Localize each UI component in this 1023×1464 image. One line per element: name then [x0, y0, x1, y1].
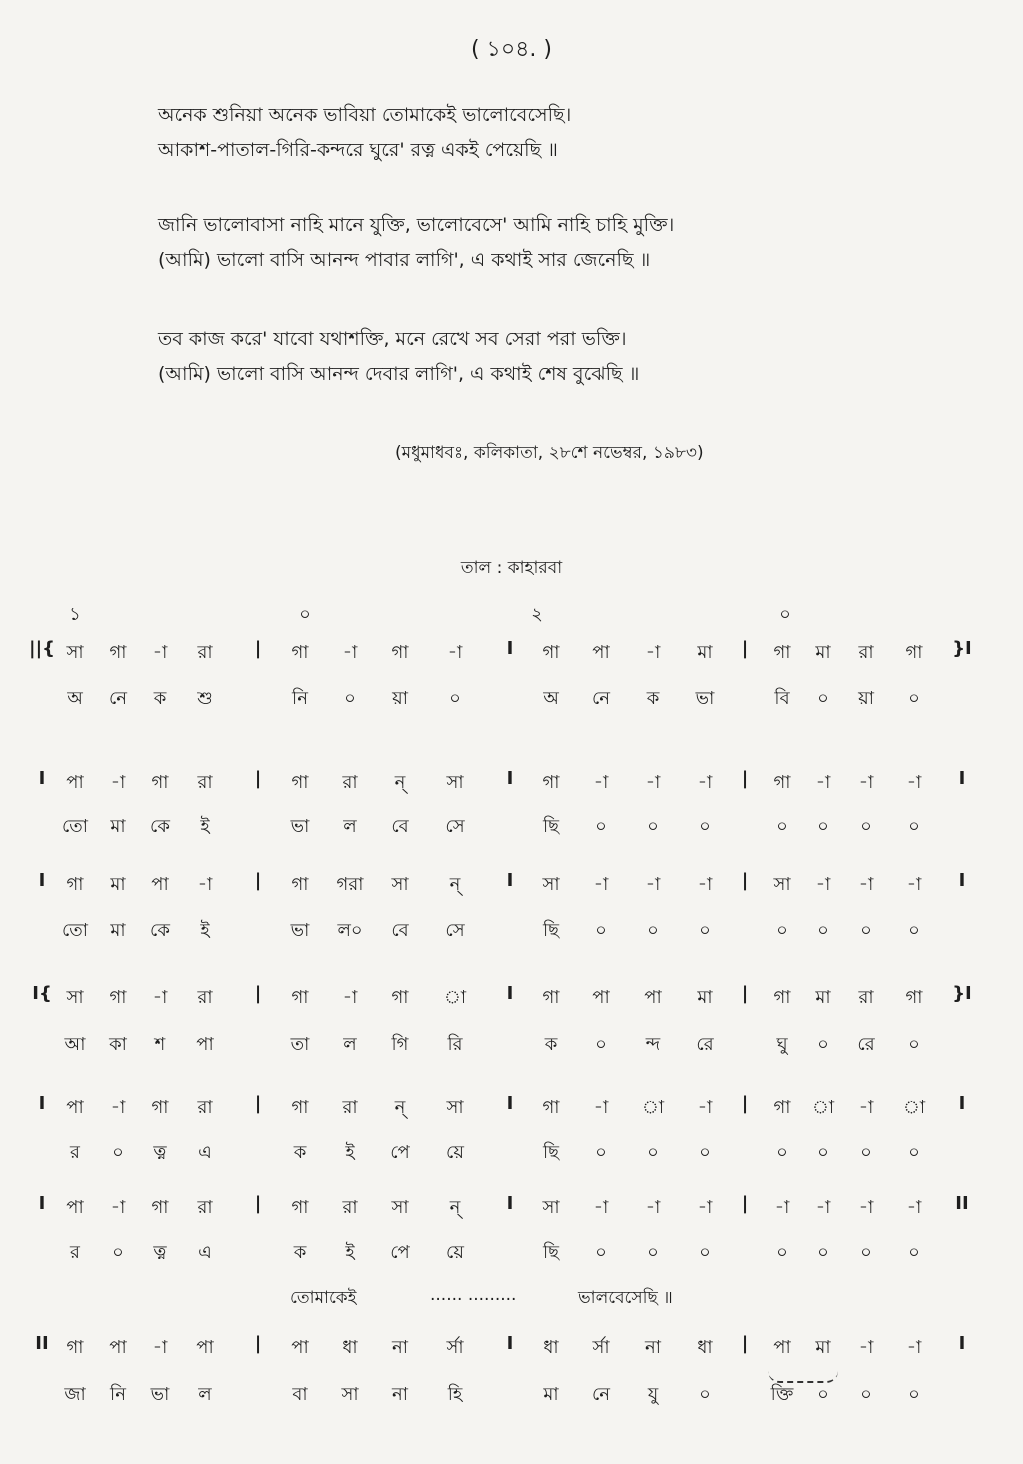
- note: গা: [905, 642, 923, 663]
- note: মা: [110, 874, 126, 895]
- note: -া: [815, 874, 831, 895]
- note: -া: [593, 772, 609, 793]
- bar-line: |: [741, 768, 749, 789]
- note: রা: [197, 642, 213, 663]
- syllable: ০: [595, 1242, 607, 1263]
- note: পা: [66, 1197, 84, 1218]
- lyric-row: [0, 684, 1023, 724]
- syllable: ই: [345, 1142, 355, 1163]
- syllable: ল: [198, 1384, 212, 1405]
- syllable: ০: [595, 1142, 607, 1163]
- bar-line: |: [254, 638, 262, 659]
- bar-line: I: [958, 1093, 966, 1114]
- note: ধা: [543, 1337, 559, 1358]
- syllable: বে: [391, 920, 409, 941]
- syllable: ০: [699, 1142, 711, 1163]
- note: -া: [858, 772, 874, 793]
- note: -া: [645, 772, 661, 793]
- note: -া: [906, 1337, 922, 1358]
- note: গা: [66, 874, 84, 895]
- syllable: যু: [647, 1384, 659, 1405]
- bar-line: |: [741, 983, 749, 1004]
- note: -া: [197, 874, 213, 895]
- note: গা: [151, 1197, 169, 1218]
- syllable: ০: [860, 1142, 872, 1163]
- bar-line: I: [958, 870, 966, 891]
- syllable: ভা: [290, 816, 310, 837]
- lyric-row: [0, 1030, 1023, 1070]
- syllable: সে: [445, 920, 465, 941]
- taal-label: তাল : কাহারবা: [460, 558, 563, 578]
- bar-line: II: [955, 1193, 969, 1214]
- syllable: ল০: [337, 920, 363, 941]
- syllable: ০: [908, 1142, 920, 1163]
- syllable: ০: [817, 920, 829, 941]
- syllable: ঘু: [776, 1034, 788, 1055]
- syllable: তো: [61, 816, 89, 837]
- syllable: কে: [150, 920, 170, 941]
- slur-mark: [768, 1371, 838, 1383]
- beat-marker: ০: [299, 604, 311, 625]
- note: সা: [66, 987, 84, 1008]
- note: পা: [151, 874, 169, 895]
- note: -া: [697, 1197, 713, 1218]
- note: -া: [906, 874, 922, 895]
- note: গা: [391, 987, 409, 1008]
- lyric-row: [0, 1238, 1023, 1278]
- syllable: ০: [776, 920, 788, 941]
- note: রা: [197, 987, 213, 1008]
- signature: (মধুমাধবঃ, কলিকাতা, ২৮শে নভেম্বর, ১৯৮৩): [395, 443, 704, 463]
- syllable: কা: [109, 1034, 127, 1055]
- note: গরা: [336, 874, 364, 895]
- syllable: ০: [860, 920, 872, 941]
- note: -া: [697, 1097, 713, 1118]
- syllable: নে: [591, 1384, 611, 1405]
- syllable: ০: [908, 1034, 920, 1055]
- notation-row: [0, 983, 1023, 1023]
- note: মা: [815, 1337, 831, 1358]
- syllable: এ: [198, 1142, 212, 1163]
- syllable: ভা: [150, 1384, 170, 1405]
- syllable: ০: [112, 1142, 124, 1163]
- note: -া: [593, 874, 609, 895]
- syllable: পা: [196, 1034, 214, 1055]
- syllable: ভা: [695, 688, 715, 709]
- note: -া: [152, 987, 168, 1008]
- syllable: কে: [150, 816, 170, 837]
- note: গা: [291, 1097, 309, 1118]
- syllable: সা: [341, 1384, 359, 1405]
- note: গা: [291, 987, 309, 1008]
- note: -া: [593, 1197, 609, 1218]
- syllable: ক: [293, 1142, 307, 1163]
- syllable: ০: [647, 1142, 659, 1163]
- bar-line: |: [254, 1193, 262, 1214]
- syllable: ল: [343, 816, 357, 837]
- syllable: বে: [391, 816, 409, 837]
- note: গা: [773, 1097, 791, 1118]
- note: সা: [542, 874, 560, 895]
- note: পা: [66, 772, 84, 793]
- syllable: ক: [153, 688, 167, 709]
- bar-line: |: [741, 1093, 749, 1114]
- syllable: সে: [445, 816, 465, 837]
- syllable: ০: [647, 1242, 659, 1263]
- syllable: শু: [197, 688, 213, 709]
- note: -া: [593, 1097, 609, 1118]
- syllable: রে: [696, 1034, 714, 1055]
- syllable: ন্দ: [645, 1034, 661, 1055]
- syllable: ০: [908, 920, 920, 941]
- syllable: ই: [345, 1242, 355, 1263]
- bar-line: I: [38, 1193, 46, 1214]
- note: পা: [291, 1337, 309, 1358]
- note: সা: [773, 874, 791, 895]
- verse-line: আকাশ-পাতাল-গিরি-কন্দরে ঘুরে' রত্ন একই পেয়েছি ॥: [158, 139, 558, 161]
- bar-line: I: [958, 768, 966, 789]
- note: পা: [196, 1337, 214, 1358]
- syllable: ছি: [542, 816, 560, 837]
- syllable: র: [70, 1142, 80, 1163]
- bar-line: |: [254, 870, 262, 891]
- syllable: ০: [908, 688, 920, 709]
- bar-line: I{: [32, 983, 52, 1004]
- note: -া: [110, 1197, 126, 1218]
- note: গা: [66, 1337, 84, 1358]
- bar-line: }I: [952, 638, 972, 659]
- syllable: ই: [200, 816, 210, 837]
- syllable: নে: [591, 688, 611, 709]
- caption-left: তোমাকেই: [290, 1288, 357, 1308]
- verse-line: অনেক শুনিয়া অনেক ভাবিয়া তোমাকেই ভালোবেসেছি।: [158, 104, 572, 126]
- notation-row: [0, 1093, 1023, 1133]
- note: া: [902, 1097, 926, 1118]
- note: -া: [110, 1097, 126, 1118]
- syllable: ০: [817, 1384, 829, 1405]
- bar-line: |: [254, 1093, 262, 1114]
- syllable: ০: [817, 1142, 829, 1163]
- note: -া: [152, 1337, 168, 1358]
- note: গা: [905, 987, 923, 1008]
- note: -া: [815, 772, 831, 793]
- note: মা: [697, 642, 713, 663]
- note: গা: [773, 987, 791, 1008]
- note: রা: [858, 642, 874, 663]
- syllable: অ: [543, 688, 559, 709]
- syllable: ই: [200, 920, 210, 941]
- lyric-row: [0, 812, 1023, 852]
- page-number: ( ১০৪. ): [470, 37, 552, 62]
- bar-line: I: [506, 1333, 514, 1354]
- note: গা: [391, 642, 409, 663]
- caption-dots: ...... .........: [430, 1285, 517, 1305]
- notation-row: [0, 638, 1023, 678]
- note: মা: [815, 987, 831, 1008]
- note: রা: [342, 1197, 358, 1218]
- note: -া: [152, 642, 168, 663]
- syllable: ০: [776, 1142, 788, 1163]
- bar-line: I: [506, 870, 514, 891]
- syllable: ০: [908, 1242, 920, 1263]
- syllable: ক: [544, 1034, 558, 1055]
- note: রা: [197, 772, 213, 793]
- note: সা: [66, 642, 84, 663]
- syllable: ০: [860, 816, 872, 837]
- syllable: ০: [344, 688, 356, 709]
- note: া: [641, 1097, 665, 1118]
- verse-line: তব কাজ করে' যাবো যথাশক্তি, মনে রেখে সব সেরা পরা ভক্তি।: [158, 328, 627, 350]
- note: মা: [697, 987, 713, 1008]
- verse-3: [158, 322, 639, 392]
- syllable: ০: [699, 1242, 711, 1263]
- note: -া: [697, 874, 713, 895]
- beat-marker: ২: [531, 604, 543, 625]
- syllable: য়ে: [446, 1242, 464, 1263]
- syllable: য়ে: [446, 1142, 464, 1163]
- note: -া: [645, 642, 661, 663]
- syllable: ০: [817, 1242, 829, 1263]
- notation-row: [0, 870, 1023, 910]
- syllable: ০: [647, 816, 659, 837]
- syllable: অ: [67, 688, 83, 709]
- syllable: শ: [154, 1034, 166, 1055]
- note: গা: [291, 642, 309, 663]
- syllable: ত্ন: [153, 1142, 167, 1163]
- syllable: ০: [908, 816, 920, 837]
- beat-marker: ১: [69, 604, 81, 625]
- note: গা: [291, 772, 309, 793]
- note: গা: [773, 642, 791, 663]
- lyric-row: [0, 916, 1023, 956]
- note: রা: [197, 1197, 213, 1218]
- syllable: রে: [857, 1034, 875, 1055]
- syllable: ছি: [542, 1142, 560, 1163]
- syllable: পে: [390, 1242, 410, 1263]
- bar-line: |: [254, 768, 262, 789]
- note: া: [811, 1097, 835, 1118]
- syllable: য়া: [392, 688, 408, 709]
- note: মা: [815, 642, 831, 663]
- note: -া: [447, 642, 463, 663]
- note: পা: [592, 987, 610, 1008]
- lyric-row: [0, 1380, 1023, 1420]
- note: সা: [446, 1097, 464, 1118]
- syllable: নে: [108, 688, 128, 709]
- note: গা: [542, 772, 560, 793]
- syllable: ছি: [542, 920, 560, 941]
- note: গা: [151, 1097, 169, 1118]
- syllable: মা: [543, 1384, 559, 1405]
- verse-1: [158, 98, 571, 168]
- note: -া: [858, 1337, 874, 1358]
- note: -া: [858, 874, 874, 895]
- syllable: মা: [110, 816, 126, 837]
- syllable: ত্ন: [153, 1242, 167, 1263]
- note: -া: [774, 1197, 790, 1218]
- lyric-row: [0, 1138, 1023, 1178]
- bar-line: I: [38, 768, 46, 789]
- bar-line: I: [506, 1093, 514, 1114]
- note: রা: [197, 1097, 213, 1118]
- note: না: [645, 1337, 661, 1358]
- syllable: ০: [817, 688, 829, 709]
- verse-line: (আমি) ভালো বাসি আনন্দ পাবার লাগি', এ কথাই সার জেনেছি ॥: [158, 249, 651, 271]
- syllable: গি: [391, 1034, 409, 1055]
- syllable: ০: [449, 688, 461, 709]
- bar-line: I: [506, 983, 514, 1004]
- syllable: ০: [776, 816, 788, 837]
- note: -া: [110, 772, 126, 793]
- note: গা: [151, 772, 169, 793]
- syllable: ক: [293, 1242, 307, 1263]
- syllable: আ: [64, 1034, 86, 1055]
- bar-line: I: [506, 1193, 514, 1214]
- syllable: ০: [595, 1034, 607, 1055]
- note: গা: [109, 642, 127, 663]
- verse-line: (আমি) ভালো বাসি আনন্দ দেবার লাগি', এ কথাই শেষ বুঝেছি ॥: [158, 363, 640, 385]
- syllable: মা: [110, 920, 126, 941]
- syllable: পে: [390, 1142, 410, 1163]
- bar-line: |: [254, 983, 262, 1004]
- syllable: ক্তি: [770, 1384, 794, 1405]
- note: ন্: [394, 772, 406, 793]
- caption-right: ভালবেসেছি ॥: [578, 1288, 673, 1308]
- bar-line: I: [38, 870, 46, 891]
- note: পা: [592, 642, 610, 663]
- syllable: ০: [595, 816, 607, 837]
- syllable: ক: [646, 688, 660, 709]
- syllable: ০: [860, 1242, 872, 1263]
- note: র্সা: [592, 1337, 610, 1358]
- note: সা: [391, 874, 409, 895]
- note: -া: [645, 874, 661, 895]
- note: পা: [66, 1097, 84, 1118]
- note: পা: [644, 987, 662, 1008]
- note: -া: [906, 772, 922, 793]
- syllable: ভা: [290, 920, 310, 941]
- notation-row: [0, 1193, 1023, 1233]
- syllable: ০: [699, 1384, 711, 1405]
- note: -া: [697, 772, 713, 793]
- note: গা: [291, 874, 309, 895]
- syllable: ০: [595, 920, 607, 941]
- syllable: না: [392, 1384, 408, 1405]
- note: -া: [906, 1197, 922, 1218]
- note: গা: [542, 642, 560, 663]
- syllable: রি: [447, 1034, 463, 1055]
- bar-line: |: [254, 1333, 262, 1354]
- syllable: ০: [817, 1034, 829, 1055]
- notation-row: [0, 1333, 1023, 1373]
- note: সা: [542, 1197, 560, 1218]
- note: গা: [773, 772, 791, 793]
- verse-2: [158, 208, 674, 278]
- note: ধা: [697, 1337, 713, 1358]
- note: র্সা: [446, 1337, 464, 1358]
- note: সা: [391, 1197, 409, 1218]
- syllable: ০: [817, 816, 829, 837]
- syllable: ল: [343, 1034, 357, 1055]
- bar-line: II: [35, 1333, 49, 1354]
- syllable: ০: [776, 1242, 788, 1263]
- note: রা: [342, 1097, 358, 1118]
- bar-line: }I: [952, 983, 972, 1004]
- bar-line: I: [506, 638, 514, 659]
- note: রা: [858, 987, 874, 1008]
- notation-row: [0, 768, 1023, 808]
- verse-line: জানি ভালোবাসা নাহি মানে যুক্তি, ভালোবেসে' আমি নাহি চাহি মুক্তি।: [158, 214, 675, 236]
- syllable: য়া: [858, 688, 874, 709]
- bar-line: |: [741, 1333, 749, 1354]
- syllable: তো: [61, 920, 89, 941]
- note: না: [392, 1337, 408, 1358]
- syllable: ০: [647, 920, 659, 941]
- syllable: ০: [908, 1384, 920, 1405]
- bar-line: |: [741, 1193, 749, 1214]
- note: -া: [858, 1097, 874, 1118]
- syllable: বা: [292, 1384, 308, 1405]
- note: পা: [773, 1337, 791, 1358]
- syllable: বি: [774, 688, 790, 709]
- note: -া: [645, 1197, 661, 1218]
- note: সা: [446, 772, 464, 793]
- syllable: জা: [64, 1384, 86, 1405]
- note: ন্: [449, 1197, 461, 1218]
- syllable: নি: [110, 1384, 126, 1405]
- syllable: ছি: [542, 1242, 560, 1263]
- note: রা: [342, 772, 358, 793]
- note: -া: [342, 642, 358, 663]
- syllable: ০: [699, 920, 711, 941]
- beat-marker: ০: [779, 604, 791, 625]
- note: পা: [109, 1337, 127, 1358]
- syllable: এ: [198, 1242, 212, 1263]
- bar-line: |: [741, 638, 749, 659]
- note: গা: [542, 987, 560, 1008]
- syllable: তা: [290, 1034, 310, 1055]
- bar-line: I: [958, 1333, 966, 1354]
- note: গা: [542, 1097, 560, 1118]
- syllable: র: [70, 1242, 80, 1263]
- syllable: ০: [112, 1242, 124, 1263]
- note: ন্: [394, 1097, 406, 1118]
- bar-line: I: [38, 1093, 46, 1114]
- bar-line: |: [741, 870, 749, 891]
- note: -া: [858, 1197, 874, 1218]
- syllable: ০: [699, 816, 711, 837]
- note: ন্: [449, 874, 461, 895]
- note: -া: [815, 1197, 831, 1218]
- note: গা: [109, 987, 127, 1008]
- syllable: নি: [292, 688, 308, 709]
- note: গা: [291, 1197, 309, 1218]
- bar-line: ||{: [29, 638, 55, 659]
- syllable: ০: [860, 1384, 872, 1405]
- bar-line: I: [506, 768, 514, 789]
- note: -া: [342, 987, 358, 1008]
- note: া: [443, 987, 467, 1008]
- syllable: হি: [447, 1384, 463, 1405]
- note: ধা: [342, 1337, 358, 1358]
